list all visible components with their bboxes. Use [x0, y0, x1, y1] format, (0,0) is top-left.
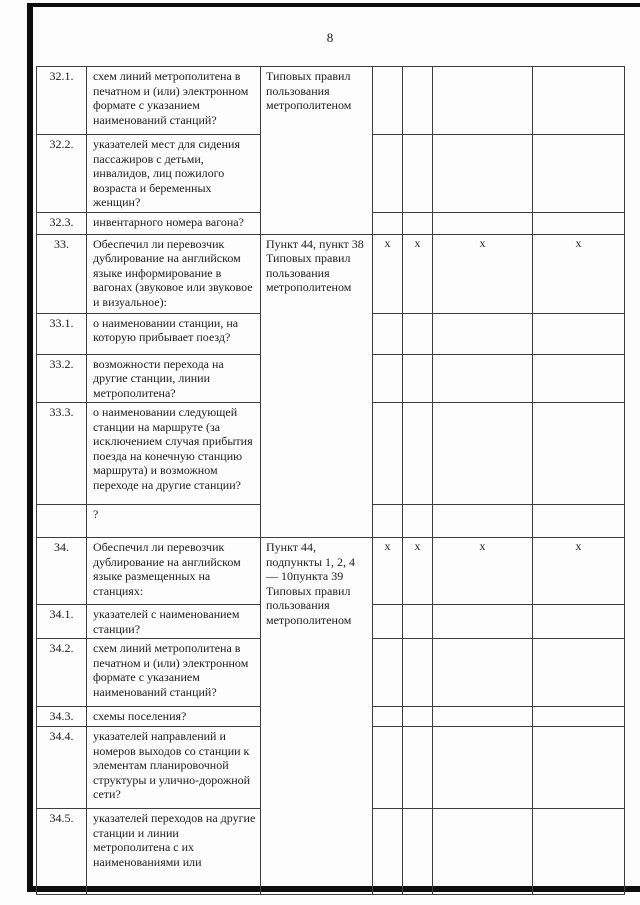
scan-edge-top	[27, 3, 640, 7]
row-number-cell: 34.3.	[37, 707, 87, 727]
question-cell: указателей направлений и номеров выходов со станции к элементам планировочной структуры и улично-дорожной сети?	[87, 727, 261, 809]
mark-cell	[433, 403, 533, 505]
mark-cell	[403, 354, 433, 403]
mark-cell	[403, 505, 433, 538]
mark-cell: x	[373, 538, 403, 605]
mark-cell	[373, 67, 403, 135]
mark-cell: x	[433, 234, 533, 313]
question-cell: указателей с наименованием станции?	[87, 605, 261, 639]
question-cell: ?	[87, 505, 261, 538]
question-cell: Обеспечил ли перевозчик дублирование на английском языке размещенных на станциях:	[87, 538, 261, 605]
page-number: 8	[326, 30, 334, 45]
mark-cell: x	[373, 234, 403, 313]
row-number-cell: 34.4.	[37, 727, 87, 809]
mark-cell	[373, 212, 403, 234]
mark-cell	[533, 212, 625, 234]
mark-cell	[373, 313, 403, 354]
row-number-cell: 34.5.	[37, 809, 87, 895]
mark-cell	[433, 354, 533, 403]
mark-cell	[403, 403, 433, 505]
row-number-cell: 34.	[37, 538, 87, 605]
mark-cell	[373, 135, 403, 213]
mark-cell	[533, 727, 625, 809]
mark-cell	[373, 727, 403, 809]
question-cell: о наименовании следующей станции на маршруте (за исключением случая прибытия поезда на конечную станцию маршрута) и возможном переходе на другие станции?	[87, 403, 261, 505]
mark-cell	[403, 605, 433, 639]
mark-cell: x	[433, 538, 533, 605]
question-cell: о наименовании станции, на которую прибывает поезд?	[87, 313, 261, 354]
question-cell: схем линий метрополитена в печатном и (или) электронном формате с указанием наименований станций?	[87, 639, 261, 707]
mark-cell	[403, 707, 433, 727]
mark-cell: x	[533, 538, 625, 605]
mark-cell	[373, 605, 403, 639]
mark-cell	[433, 67, 533, 135]
mark-cell	[403, 313, 433, 354]
mark-cell: x	[533, 234, 625, 313]
row-number-cell: 34.1.	[37, 605, 87, 639]
question-cell: указателей мест для сидения пассажиров с детьми, инвалидов, лиц пожилого возраста и беременных женщин?	[87, 135, 261, 213]
mark-cell	[403, 639, 433, 707]
mark-cell: x	[403, 234, 433, 313]
mark-cell	[533, 354, 625, 403]
mark-cell	[373, 354, 403, 403]
mark-cell	[533, 639, 625, 707]
mark-cell	[373, 403, 403, 505]
mark-cell	[433, 639, 533, 707]
mark-cell	[533, 135, 625, 213]
mark-cell	[403, 212, 433, 234]
mark-cell: x	[403, 538, 433, 605]
question-cell: указателей переходов на другие станции и линии метрополитена с их наименованиями или	[87, 809, 261, 895]
reference-cell: Пункт 44, пункт 38 Типовых правил пользования метрополитеном	[261, 234, 373, 538]
row-number-cell: 34.2.	[37, 639, 87, 707]
row-number-cell: 33.3.	[37, 403, 87, 505]
mark-cell	[373, 707, 403, 727]
question-cell: схемы поселения?	[87, 707, 261, 727]
question-cell: Обеспечил ли перевозчик дублирование на английском языке информирование в вагонах (звуковое или звуковое и визуальное):	[87, 234, 261, 313]
mark-cell	[533, 505, 625, 538]
mark-cell	[533, 809, 625, 895]
mark-cell	[403, 727, 433, 809]
table-row	[37, 538, 625, 605]
mark-cell	[433, 809, 533, 895]
reference-cell: Пункт 44, подпункты 1, 2, 4 — 10пункта 39 Типовых правил пользования метрополитеном	[261, 538, 373, 895]
mark-cell	[533, 605, 625, 639]
question-cell: возможности перехода на другие станции, линии метрополитена?	[87, 354, 261, 403]
mark-cell	[373, 639, 403, 707]
mark-cell	[433, 313, 533, 354]
mark-cell	[533, 313, 625, 354]
mark-cell	[433, 707, 533, 727]
checklist-table	[36, 66, 625, 895]
reference-cell: Типовых правил пользования метрополитеном	[261, 67, 373, 235]
mark-cell	[373, 505, 403, 538]
question-cell: схем линий метрополитена в печатном и (или) электронном формате с указанием наименований станций?	[87, 67, 261, 135]
mark-cell	[403, 135, 433, 213]
mark-cell	[433, 505, 533, 538]
mark-cell	[533, 67, 625, 135]
mark-cell	[433, 135, 533, 213]
question-cell: инвентарного номера вагона?	[87, 212, 261, 234]
mark-cell	[373, 809, 403, 895]
row-number-cell: 33.	[37, 234, 87, 313]
mark-cell	[403, 809, 433, 895]
row-number-cell: 32.1.	[37, 67, 87, 135]
table-row	[37, 67, 625, 135]
row-number-cell: 32.3.	[37, 212, 87, 234]
row-number-cell	[37, 505, 87, 538]
mark-cell	[533, 403, 625, 505]
mark-cell	[433, 212, 533, 234]
row-number-cell: 32.2.	[37, 135, 87, 213]
row-number-cell: 33.2.	[37, 354, 87, 403]
mark-cell	[403, 67, 433, 135]
row-number-cell: 33.1.	[37, 313, 87, 354]
scan-edge-left	[27, 3, 33, 892]
mark-cell	[433, 605, 533, 639]
mark-cell	[533, 707, 625, 727]
mark-cell	[433, 727, 533, 809]
table-row	[37, 234, 625, 313]
